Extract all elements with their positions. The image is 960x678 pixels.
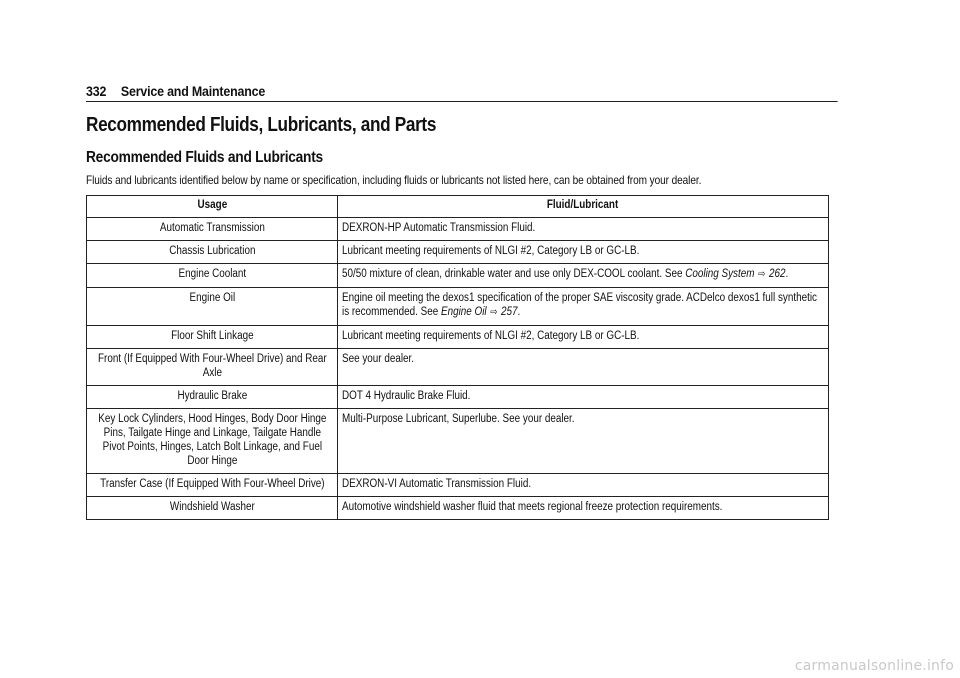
usage-cell: Engine Coolant xyxy=(87,264,338,288)
section-subtitle: Recommended Fluids and Lubricants xyxy=(86,149,323,166)
fluid-cell xyxy=(338,497,829,520)
page-reference-arrow-icon: ⇨ xyxy=(490,307,498,318)
usage-cell: Front (If Equipped With Four-Wheel Drive) and Rear Axle xyxy=(87,349,338,386)
fluids-table-body xyxy=(87,218,829,520)
page-header xyxy=(86,84,838,102)
cross-reference-page: 257 xyxy=(501,306,518,318)
fluid-cell xyxy=(338,326,829,349)
table-row xyxy=(87,326,829,349)
page-number: 332 xyxy=(86,84,107,99)
fluid-text: Lubricant meeting requirements of NLGI #2, Category LB or GC-LB. xyxy=(342,245,640,257)
fluid-cell xyxy=(338,386,829,409)
table-row xyxy=(87,386,829,409)
table-row xyxy=(87,288,829,326)
fluid-text: Lubricant meeting requirements of NLGI #2, Category LB or GC-LB. xyxy=(342,330,640,342)
table-row xyxy=(87,409,829,474)
table-row xyxy=(87,241,829,264)
cross-reference-link[interactable] xyxy=(441,306,518,318)
section-name: Service and Maintenance xyxy=(120,84,266,99)
fluid-text: DEXRON-HP Automatic Transmission Fluid. xyxy=(342,222,536,234)
fluid-cell xyxy=(338,474,829,497)
page-reference-arrow-icon: ⇨ xyxy=(758,269,766,280)
fluid-text: 50/50 mixture of clean, drinkable water and use only DEX-COOL coolant. See xyxy=(342,268,683,280)
usage-cell: Chassis Lubrication xyxy=(87,241,338,264)
usage-cell: Transfer Case (If Equipped With Four-Wheel Drive) xyxy=(87,474,338,497)
fluid-cell xyxy=(338,241,829,264)
usage-cell: Hydraulic Brake xyxy=(87,386,338,409)
fluids-table xyxy=(86,195,829,520)
column-header-usage: Usage xyxy=(87,196,338,218)
usage-cell: Key Lock Cylinders, Hood Hinges, Body Door Hinge Pins, Tailgate Hinge and Linkage, Tailgate Handle Pivot Points, Hinges, Latch Bolt Linkage, and Fuel Door Hinge xyxy=(87,409,338,474)
usage-cell: Floor Shift Linkage xyxy=(87,326,338,349)
cross-reference-title: Engine Oil xyxy=(440,306,487,318)
table-row xyxy=(87,497,829,520)
usage-cell: Automatic Transmission xyxy=(87,218,338,241)
fluid-text: Engine oil meeting the dexos1 specification of the proper SAE viscosity grade. ACDelco dexos1 full synthetic is recommended. See xyxy=(342,292,817,318)
usage-cell: Engine Oil xyxy=(87,288,338,326)
fluid-cell xyxy=(338,218,829,241)
fluid-cell: 50/50 mixture of clean, drinkable water and use only DEX-COOL coolant. See Cooling System ⇨ 262. xyxy=(338,264,829,288)
table-row xyxy=(87,349,829,386)
fluid-text: Multi-Purpose Lubricant, Superlube. See your dealer. xyxy=(342,413,575,425)
cross-reference-title: Cooling System xyxy=(685,268,755,280)
usage-cell: Windshield Washer xyxy=(87,497,338,520)
table-header-row xyxy=(87,196,829,218)
table-row xyxy=(87,218,829,241)
fluid-text: See your dealer. xyxy=(342,353,415,365)
cross-reference-page: 262 xyxy=(768,268,786,280)
fluid-text: DEXRON-VI Automatic Transmission Fluid. xyxy=(342,478,532,490)
manual-page xyxy=(86,84,838,520)
fluid-cell xyxy=(338,349,829,386)
intro-paragraph: Fluids and lubricants identified below by name or specification, including fluids or lubricants not listed here, can be obtained from your dealer. xyxy=(86,173,702,187)
fluid-text: Automotive windshield washer fluid that meets regional freeze protection requirements. xyxy=(342,501,723,513)
page-title: Recommended Fluids, Lubricants, and Parts xyxy=(86,114,437,136)
column-header-fluid: Fluid/Lubricant xyxy=(338,196,829,218)
fluid-cell xyxy=(338,409,829,474)
watermark: carmanualsonline.info xyxy=(794,658,954,674)
fluid-text: DOT 4 Hydraulic Brake Fluid. xyxy=(342,390,471,402)
table-row xyxy=(87,264,829,288)
fluid-cell: Engine oil meeting the dexos1 specification of the proper SAE viscosity grade. ACDelco dexos1 full synthetic is recommended. See Engine Oil ⇨ 257. xyxy=(338,288,829,326)
table-row xyxy=(87,474,829,497)
cross-reference-link[interactable] xyxy=(685,268,785,280)
